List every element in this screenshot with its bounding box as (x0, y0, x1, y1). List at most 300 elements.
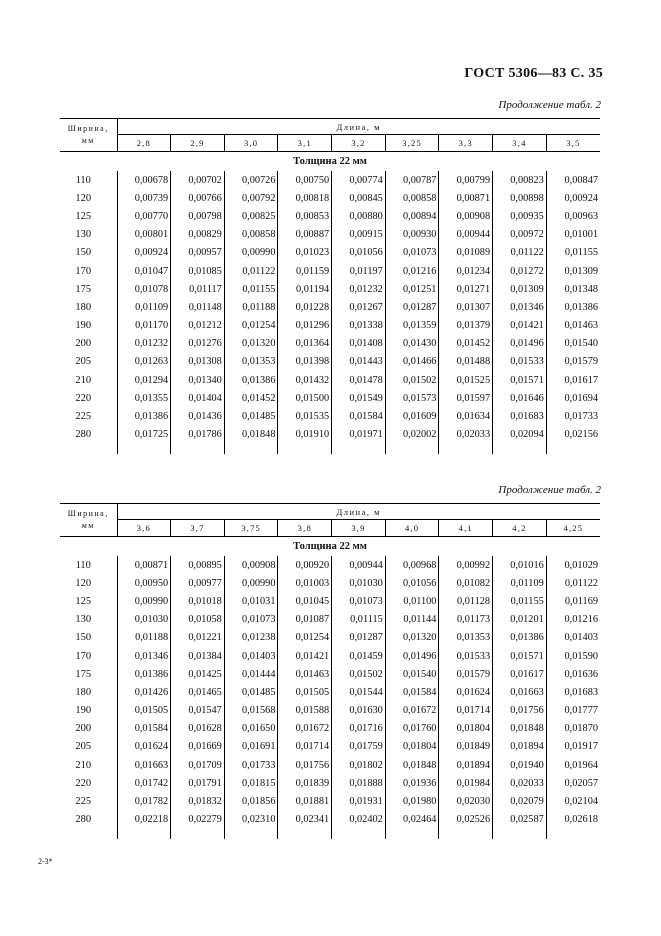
padding-cell (224, 444, 278, 454)
value-cell: 0,01634 (439, 407, 493, 425)
value-cell: 0,01309 (546, 262, 600, 280)
width-cell: 180 (60, 298, 117, 316)
value-cell: 0,00858 (385, 189, 439, 207)
table-row (60, 335, 600, 353)
width-cell: 200 (60, 335, 117, 353)
value-cell: 0,01636 (546, 665, 600, 683)
table-row (60, 426, 600, 444)
value-cell: 0,00818 (278, 189, 332, 207)
value-cell: 0,00972 (493, 226, 547, 244)
value-cell: 0,01201 (493, 611, 547, 629)
length-column-header: 3,2 (332, 135, 386, 152)
table-row (60, 189, 600, 207)
value-cell: 0,01980 (385, 792, 439, 810)
value-cell: 0,01443 (332, 353, 386, 371)
continuation-label-1: Продолжение табл. 2 (498, 99, 601, 111)
length-columns-row (60, 520, 600, 537)
value-cell: 0,01128 (439, 592, 493, 610)
value-cell: 0,00847 (546, 171, 600, 189)
table-row (60, 811, 600, 829)
value-cell: 0,00990 (117, 592, 171, 610)
value-cell: 0,01238 (224, 629, 278, 647)
value-cell: 0,00880 (332, 207, 386, 225)
value-cell: 0,01003 (278, 574, 332, 592)
value-cell: 0,00858 (224, 226, 278, 244)
value-cell: 0,01115 (332, 611, 386, 629)
width-cell: 210 (60, 756, 117, 774)
width-cell: 190 (60, 702, 117, 720)
value-cell: 0,01617 (546, 371, 600, 389)
value-cell: 0,01502 (385, 371, 439, 389)
value-cell: 0,01294 (117, 371, 171, 389)
value-cell: 0,01386 (546, 298, 600, 316)
value-cell: 0,01426 (117, 683, 171, 701)
value-cell: 0,01590 (546, 647, 600, 665)
value-cell: 0,01117 (171, 280, 225, 298)
value-cell: 0,01964 (546, 756, 600, 774)
value-cell: 0,01296 (278, 317, 332, 335)
width-cell: 220 (60, 774, 117, 792)
padding-cell (117, 444, 171, 454)
table-row (60, 665, 600, 683)
value-cell: 0,01287 (332, 629, 386, 647)
value-cell: 0,01802 (332, 756, 386, 774)
value-cell: 0,00871 (439, 189, 493, 207)
padding-cell (171, 444, 225, 454)
table-row (60, 592, 600, 610)
length-column-header: 4,25 (546, 520, 600, 537)
value-cell: 0,02079 (493, 792, 547, 810)
table-row (60, 738, 600, 756)
table-row (60, 244, 600, 262)
padding-cell (546, 829, 600, 839)
padding-cell (439, 829, 493, 839)
value-cell: 0,01188 (224, 298, 278, 316)
value-cell: 0,01030 (332, 574, 386, 592)
width-header-label: Ширина, (67, 509, 109, 518)
value-cell: 0,01320 (224, 335, 278, 353)
value-cell: 0,01170 (117, 317, 171, 335)
value-cell: 0,01725 (117, 426, 171, 444)
value-cell: 0,00944 (439, 226, 493, 244)
value-cell: 0,01609 (385, 407, 439, 425)
value-cell: 0,01403 (224, 647, 278, 665)
value-cell: 0,01804 (385, 738, 439, 756)
table-row (60, 720, 600, 738)
length-column-header: 3,0 (224, 135, 278, 152)
value-cell: 0,01669 (171, 738, 225, 756)
value-cell: 0,00887 (278, 226, 332, 244)
width-header-unit: мм (81, 521, 95, 530)
width-cell: 280 (60, 426, 117, 444)
value-cell: 0,00968 (385, 556, 439, 574)
value-cell: 0,01478 (332, 371, 386, 389)
length-column-header: 2,9 (171, 135, 225, 152)
value-cell: 0,01386 (224, 371, 278, 389)
value-cell: 0,01251 (385, 280, 439, 298)
width-cell: 130 (60, 611, 117, 629)
length-column-header: 2,8 (117, 135, 171, 152)
value-cell: 0,01056 (385, 574, 439, 592)
value-cell: 0,01309 (493, 280, 547, 298)
table-row (60, 629, 600, 647)
value-cell: 0,01031 (224, 592, 278, 610)
value-cell: 0,01148 (171, 298, 225, 316)
value-cell: 0,02402 (332, 811, 386, 829)
width-cell: 125 (60, 592, 117, 610)
value-cell: 0,01848 (224, 426, 278, 444)
value-cell: 0,01571 (493, 647, 547, 665)
value-cell: 0,00924 (546, 189, 600, 207)
table-padding-row (60, 444, 600, 454)
value-cell: 0,01485 (224, 683, 278, 701)
value-cell: 0,01109 (117, 298, 171, 316)
length-column-header: 3,8 (278, 520, 332, 537)
length-column-header: 3,6 (117, 520, 171, 537)
value-cell: 0,01568 (224, 702, 278, 720)
value-cell: 0,01272 (493, 262, 547, 280)
value-cell: 0,01535 (278, 407, 332, 425)
value-cell: 0,01452 (224, 389, 278, 407)
value-cell: 0,01056 (332, 244, 386, 262)
value-cell: 0,01287 (385, 298, 439, 316)
value-cell: 0,01122 (546, 574, 600, 592)
value-cell: 0,01353 (439, 629, 493, 647)
value-cell: 0,01444 (224, 665, 278, 683)
value-cell: 0,01931 (332, 792, 386, 810)
value-cell: 0,01087 (278, 611, 332, 629)
value-cell: 0,00678 (117, 171, 171, 189)
value-cell: 0,01155 (493, 592, 547, 610)
width-cell: 175 (60, 280, 117, 298)
value-cell: 0,01579 (546, 353, 600, 371)
padding-cell (332, 444, 386, 454)
value-cell: 0,01232 (332, 280, 386, 298)
value-cell: 0,01971 (332, 426, 386, 444)
value-cell: 0,01047 (117, 262, 171, 280)
value-cell: 0,00774 (332, 171, 386, 189)
value-cell: 0,01355 (117, 389, 171, 407)
value-cell: 0,01984 (439, 774, 493, 792)
value-cell: 0,01488 (439, 353, 493, 371)
value-cell: 0,01346 (117, 647, 171, 665)
width-cell: 225 (60, 792, 117, 810)
value-cell: 0,01630 (332, 702, 386, 720)
padding-cell (278, 829, 332, 839)
value-cell: 0,01624 (117, 738, 171, 756)
width-cell: 120 (60, 189, 117, 207)
length-header: Длина, м (117, 119, 600, 135)
value-cell: 0,01122 (224, 262, 278, 280)
value-cell: 0,00770 (117, 207, 171, 225)
width-cell: 150 (60, 629, 117, 647)
value-cell: 0,01709 (171, 756, 225, 774)
value-cell: 0,01232 (117, 335, 171, 353)
length-column-header: 4,2 (493, 520, 547, 537)
length-column-header: 3,1 (278, 135, 332, 152)
value-cell: 0,02218 (117, 811, 171, 829)
value-cell: 0,01463 (546, 317, 600, 335)
value-cell: 0,01791 (171, 774, 225, 792)
value-cell: 0,00950 (117, 574, 171, 592)
thickness-label: Толщина 22 мм (293, 156, 367, 167)
value-cell: 0,01018 (171, 592, 225, 610)
value-cell: 0,01155 (224, 280, 278, 298)
length-column-header: 3,5 (546, 135, 600, 152)
value-cell: 0,01646 (493, 389, 547, 407)
value-cell: 0,00829 (171, 226, 225, 244)
width-cell: 180 (60, 683, 117, 701)
table-row (60, 371, 600, 389)
value-cell: 0,01579 (439, 665, 493, 683)
value-cell: 0,01308 (171, 353, 225, 371)
value-cell: 0,01672 (385, 702, 439, 720)
width-cell: 220 (60, 389, 117, 407)
value-cell: 0,00898 (493, 189, 547, 207)
value-cell: 0,01881 (278, 792, 332, 810)
value-cell: 0,01870 (546, 720, 600, 738)
value-cell: 0,01628 (171, 720, 225, 738)
value-cell: 0,01714 (278, 738, 332, 756)
value-cell: 0,01597 (439, 389, 493, 407)
value-cell: 0,01364 (278, 335, 332, 353)
value-cell: 0,00853 (278, 207, 332, 225)
width-cell: 280 (60, 811, 117, 829)
value-cell: 0,01430 (385, 335, 439, 353)
table-row (60, 207, 600, 225)
padding-cell (546, 444, 600, 454)
value-cell: 0,01194 (278, 280, 332, 298)
value-cell: 0,00935 (493, 207, 547, 225)
table-row (60, 556, 600, 574)
value-cell: 0,01276 (171, 335, 225, 353)
value-cell: 0,01888 (332, 774, 386, 792)
width-cell: 170 (60, 262, 117, 280)
value-cell: 0,00930 (385, 226, 439, 244)
value-cell: 0,01307 (439, 298, 493, 316)
value-cell: 0,01694 (546, 389, 600, 407)
value-cell: 0,00908 (439, 207, 493, 225)
width-cell: 150 (60, 244, 117, 262)
padding-cell (385, 444, 439, 454)
value-cell: 0,02618 (546, 811, 600, 829)
value-cell: 0,00895 (171, 556, 225, 574)
value-cell: 0,01425 (171, 665, 225, 683)
table-row (60, 702, 600, 720)
value-cell: 0,01917 (546, 738, 600, 756)
value-cell: 0,02464 (385, 811, 439, 829)
width-cell: 110 (60, 171, 117, 189)
value-cell: 0,01346 (493, 298, 547, 316)
table-row (60, 647, 600, 665)
value-cell: 0,02030 (439, 792, 493, 810)
width-cell: 205 (60, 353, 117, 371)
table-padding-row (60, 829, 600, 839)
value-cell: 0,00977 (171, 574, 225, 592)
table-row (60, 280, 600, 298)
value-cell: 0,01078 (117, 280, 171, 298)
value-cell: 0,01756 (493, 702, 547, 720)
value-cell: 0,01386 (493, 629, 547, 647)
value-cell: 0,01155 (546, 244, 600, 262)
value-cell: 0,00825 (224, 207, 278, 225)
width-cell: 210 (60, 371, 117, 389)
width-header (60, 119, 117, 152)
data-table-1 (60, 118, 600, 454)
table-row (60, 774, 600, 792)
value-cell: 0,00963 (546, 207, 600, 225)
padding-cell (493, 829, 547, 839)
value-cell: 0,01496 (493, 335, 547, 353)
value-cell: 0,00990 (224, 574, 278, 592)
value-cell: 0,01122 (493, 244, 547, 262)
value-cell: 0,01910 (278, 426, 332, 444)
value-cell: 0,01320 (385, 629, 439, 647)
value-cell: 0,01894 (439, 756, 493, 774)
value-cell: 0,01398 (278, 353, 332, 371)
value-cell: 0,01216 (546, 611, 600, 629)
value-cell: 0,01533 (439, 647, 493, 665)
width-cell: 200 (60, 720, 117, 738)
value-cell: 0,01547 (171, 702, 225, 720)
length-column-header: 3,4 (493, 135, 547, 152)
table-row (60, 389, 600, 407)
value-cell: 0,00799 (439, 171, 493, 189)
value-cell: 0,02526 (439, 811, 493, 829)
value-cell: 0,01173 (439, 611, 493, 629)
value-cell: 0,01379 (439, 317, 493, 335)
value-cell: 0,01221 (171, 629, 225, 647)
value-cell: 0,02002 (385, 426, 439, 444)
value-cell: 0,01624 (439, 683, 493, 701)
value-cell: 0,01672 (278, 720, 332, 738)
value-cell: 0,01188 (117, 629, 171, 647)
value-cell: 0,01421 (278, 647, 332, 665)
value-cell: 0,01848 (385, 756, 439, 774)
value-cell: 0,01254 (224, 317, 278, 335)
value-cell: 0,01502 (332, 665, 386, 683)
padding-cell (332, 829, 386, 839)
value-cell: 0,01073 (332, 592, 386, 610)
width-cell: 130 (60, 226, 117, 244)
value-cell: 0,01584 (332, 407, 386, 425)
padding-cell (439, 444, 493, 454)
value-cell: 0,01663 (117, 756, 171, 774)
value-cell: 0,01683 (546, 683, 600, 701)
value-cell: 0,01544 (332, 683, 386, 701)
width-cell: 170 (60, 647, 117, 665)
value-cell: 0,01533 (493, 353, 547, 371)
value-cell: 0,01465 (171, 683, 225, 701)
value-cell: 0,01691 (224, 738, 278, 756)
width-cell: 190 (60, 317, 117, 335)
value-cell: 0,01584 (117, 720, 171, 738)
value-cell: 0,01109 (493, 574, 547, 592)
padding-cell (60, 444, 117, 454)
length-column-header: 3,7 (171, 520, 225, 537)
value-cell: 0,02094 (493, 426, 547, 444)
value-cell: 0,01045 (278, 592, 332, 610)
table-row (60, 756, 600, 774)
padding-cell (224, 829, 278, 839)
value-cell: 0,01340 (171, 371, 225, 389)
value-cell: 0,02279 (171, 811, 225, 829)
value-cell: 0,01650 (224, 720, 278, 738)
value-cell: 0,01894 (493, 738, 547, 756)
value-cell: 0,01849 (439, 738, 493, 756)
value-cell: 0,00924 (117, 244, 171, 262)
table-row (60, 353, 600, 371)
value-cell: 0,01856 (224, 792, 278, 810)
value-cell: 0,01716 (332, 720, 386, 738)
value-cell: 0,01338 (332, 317, 386, 335)
page-footnote: 2-3* (38, 857, 53, 866)
value-cell: 0,00957 (171, 244, 225, 262)
value-cell: 0,01756 (278, 756, 332, 774)
value-cell: 0,01733 (224, 756, 278, 774)
value-cell: 0,01742 (117, 774, 171, 792)
value-cell: 0,02057 (546, 774, 600, 792)
value-cell: 0,01777 (546, 702, 600, 720)
value-cell: 0,02310 (224, 811, 278, 829)
value-cell: 0,01384 (171, 647, 225, 665)
value-cell: 0,01353 (224, 353, 278, 371)
value-cell: 0,01759 (332, 738, 386, 756)
value-cell: 0,01058 (171, 611, 225, 629)
length-column-header: 3,25 (385, 135, 439, 152)
value-cell: 0,01421 (493, 317, 547, 335)
value-cell: 0,01525 (439, 371, 493, 389)
width-cell: 110 (60, 556, 117, 574)
padding-cell (493, 444, 547, 454)
value-cell: 0,02104 (546, 792, 600, 810)
data-table-2 (60, 503, 600, 839)
value-cell: 0,01386 (117, 665, 171, 683)
value-cell: 0,01216 (385, 262, 439, 280)
value-cell: 0,02033 (439, 426, 493, 444)
value-cell: 0,00915 (332, 226, 386, 244)
value-cell: 0,00920 (278, 556, 332, 574)
value-cell: 0,01782 (117, 792, 171, 810)
value-cell: 0,01089 (439, 244, 493, 262)
width-header-unit: мм (81, 136, 95, 145)
value-cell: 0,01500 (278, 389, 332, 407)
length-column-header: 4,0 (385, 520, 439, 537)
value-cell: 0,01584 (385, 683, 439, 701)
value-cell: 0,01573 (385, 389, 439, 407)
value-cell: 0,01029 (546, 556, 600, 574)
value-cell: 0,00871 (117, 556, 171, 574)
value-cell: 0,01144 (385, 611, 439, 629)
value-cell: 0,01023 (278, 244, 332, 262)
value-cell: 0,01485 (224, 407, 278, 425)
value-cell: 0,01073 (385, 244, 439, 262)
value-cell: 0,01760 (385, 720, 439, 738)
value-cell: 0,01263 (117, 353, 171, 371)
value-cell: 0,01617 (493, 665, 547, 683)
value-cell: 0,01683 (493, 407, 547, 425)
width-header-label: Ширина, (67, 124, 109, 133)
table-row (60, 574, 600, 592)
length-column-header: 3,9 (332, 520, 386, 537)
table-row (60, 611, 600, 629)
table-row (60, 171, 600, 189)
value-cell: 0,01082 (439, 574, 493, 592)
table-row (60, 226, 600, 244)
value-cell: 0,01348 (546, 280, 600, 298)
value-cell: 0,01733 (546, 407, 600, 425)
value-cell: 0,01030 (117, 611, 171, 629)
